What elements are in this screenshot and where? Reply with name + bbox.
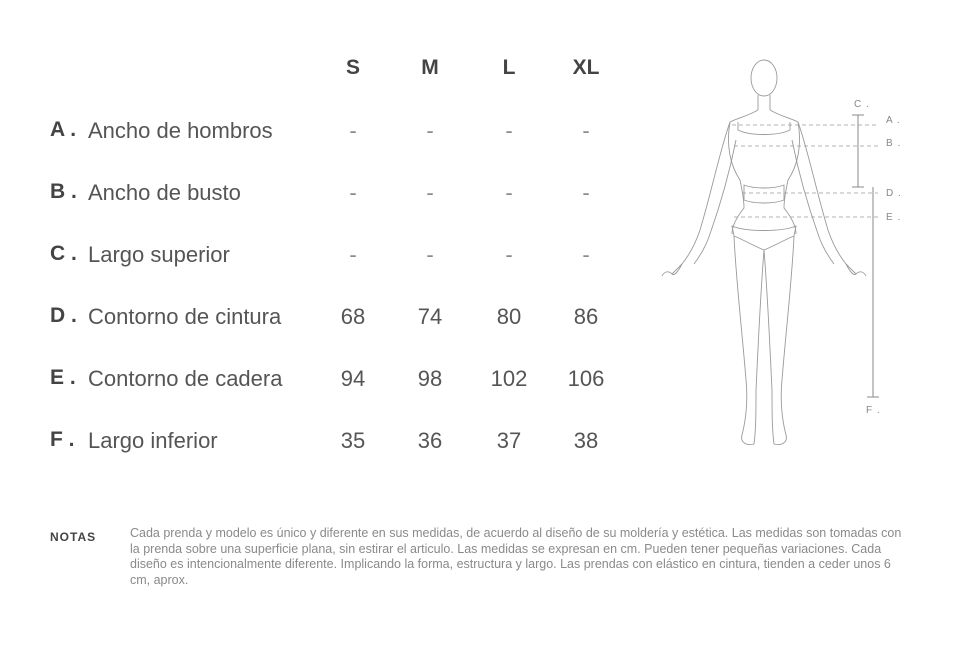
row-label: Contorno de cintura (88, 304, 282, 329)
figure-label-c: C . (854, 99, 870, 110)
value-l: 80 (496, 304, 522, 329)
table-row-e (50, 366, 630, 400)
row-letter: A . (50, 118, 77, 141)
value-m: 98 (417, 366, 443, 391)
value-xl: 38 (573, 428, 599, 453)
row-letter: B . (50, 180, 77, 203)
row-letter: F . (50, 428, 75, 451)
value-m: - (426, 242, 434, 267)
table-row-b (50, 180, 630, 214)
notes-text: Cada prenda y modelo es único y diferente en sus medidas, de acuerdo al diseño de su moldería y estética. Las medidas son tomadas con la prenda sobre una superficie plana, sin estirar el articulo. Las medidas se expresan en cm. Pueden tener pequeñas variaciones. Cada diseño es intencionalmente diferente. Implicando la forma, estructura y largo. Las prendas con elástico en cintura, tienden a ceder unos 6 cm, aprox. (130, 526, 902, 587)
row-label: Ancho de hombros (88, 118, 273, 143)
figure-label-d: D . (886, 188, 902, 199)
measurement-rulers (852, 115, 879, 397)
value-l: - (505, 242, 513, 267)
value-xl: - (582, 180, 590, 205)
value-l: - (505, 118, 513, 143)
value-s: 35 (340, 428, 366, 453)
notes-label: NOTAS (50, 530, 97, 544)
row-label: Contorno de cadera (88, 366, 283, 391)
table-row-d (50, 304, 630, 338)
value-s: - (349, 118, 357, 143)
size-header-m: M (421, 56, 439, 79)
value-s: - (349, 242, 357, 267)
figure-label-b: B . (886, 138, 902, 149)
measurement-guides (732, 125, 878, 217)
value-s: - (349, 180, 357, 205)
value-m: - (426, 118, 434, 143)
table-row-a (50, 118, 630, 152)
row-letter: E . (50, 366, 76, 389)
figure-label-e: E . (886, 212, 902, 223)
value-xl: 106 (567, 366, 605, 391)
figure-label-f: F . (866, 405, 881, 416)
value-l: - (505, 180, 513, 205)
value-l: 102 (490, 366, 528, 391)
value-m: 36 (417, 428, 443, 453)
row-letter: C . (50, 242, 77, 265)
value-m: 74 (417, 304, 443, 329)
size-header-xl: XL (572, 56, 600, 79)
value-xl: - (582, 242, 590, 267)
value-s: 68 (340, 304, 366, 329)
table-row-c (50, 242, 630, 276)
row-label: Largo inferior (88, 428, 218, 453)
figure-label-a: A . (886, 115, 901, 126)
value-l: 37 (496, 428, 522, 453)
row-letter: D . (50, 304, 77, 327)
value-xl: - (582, 118, 590, 143)
body-measurement-diagram (650, 50, 920, 450)
value-m: - (426, 180, 434, 205)
size-header-s: S (345, 56, 360, 79)
table-row-f (50, 428, 630, 462)
value-xl: 86 (573, 304, 599, 329)
size-header-l: L (502, 56, 516, 79)
row-label: Ancho de busto (88, 180, 241, 205)
body-outline (662, 60, 866, 445)
row-label: Largo superior (88, 242, 230, 267)
value-s: 94 (340, 366, 366, 391)
